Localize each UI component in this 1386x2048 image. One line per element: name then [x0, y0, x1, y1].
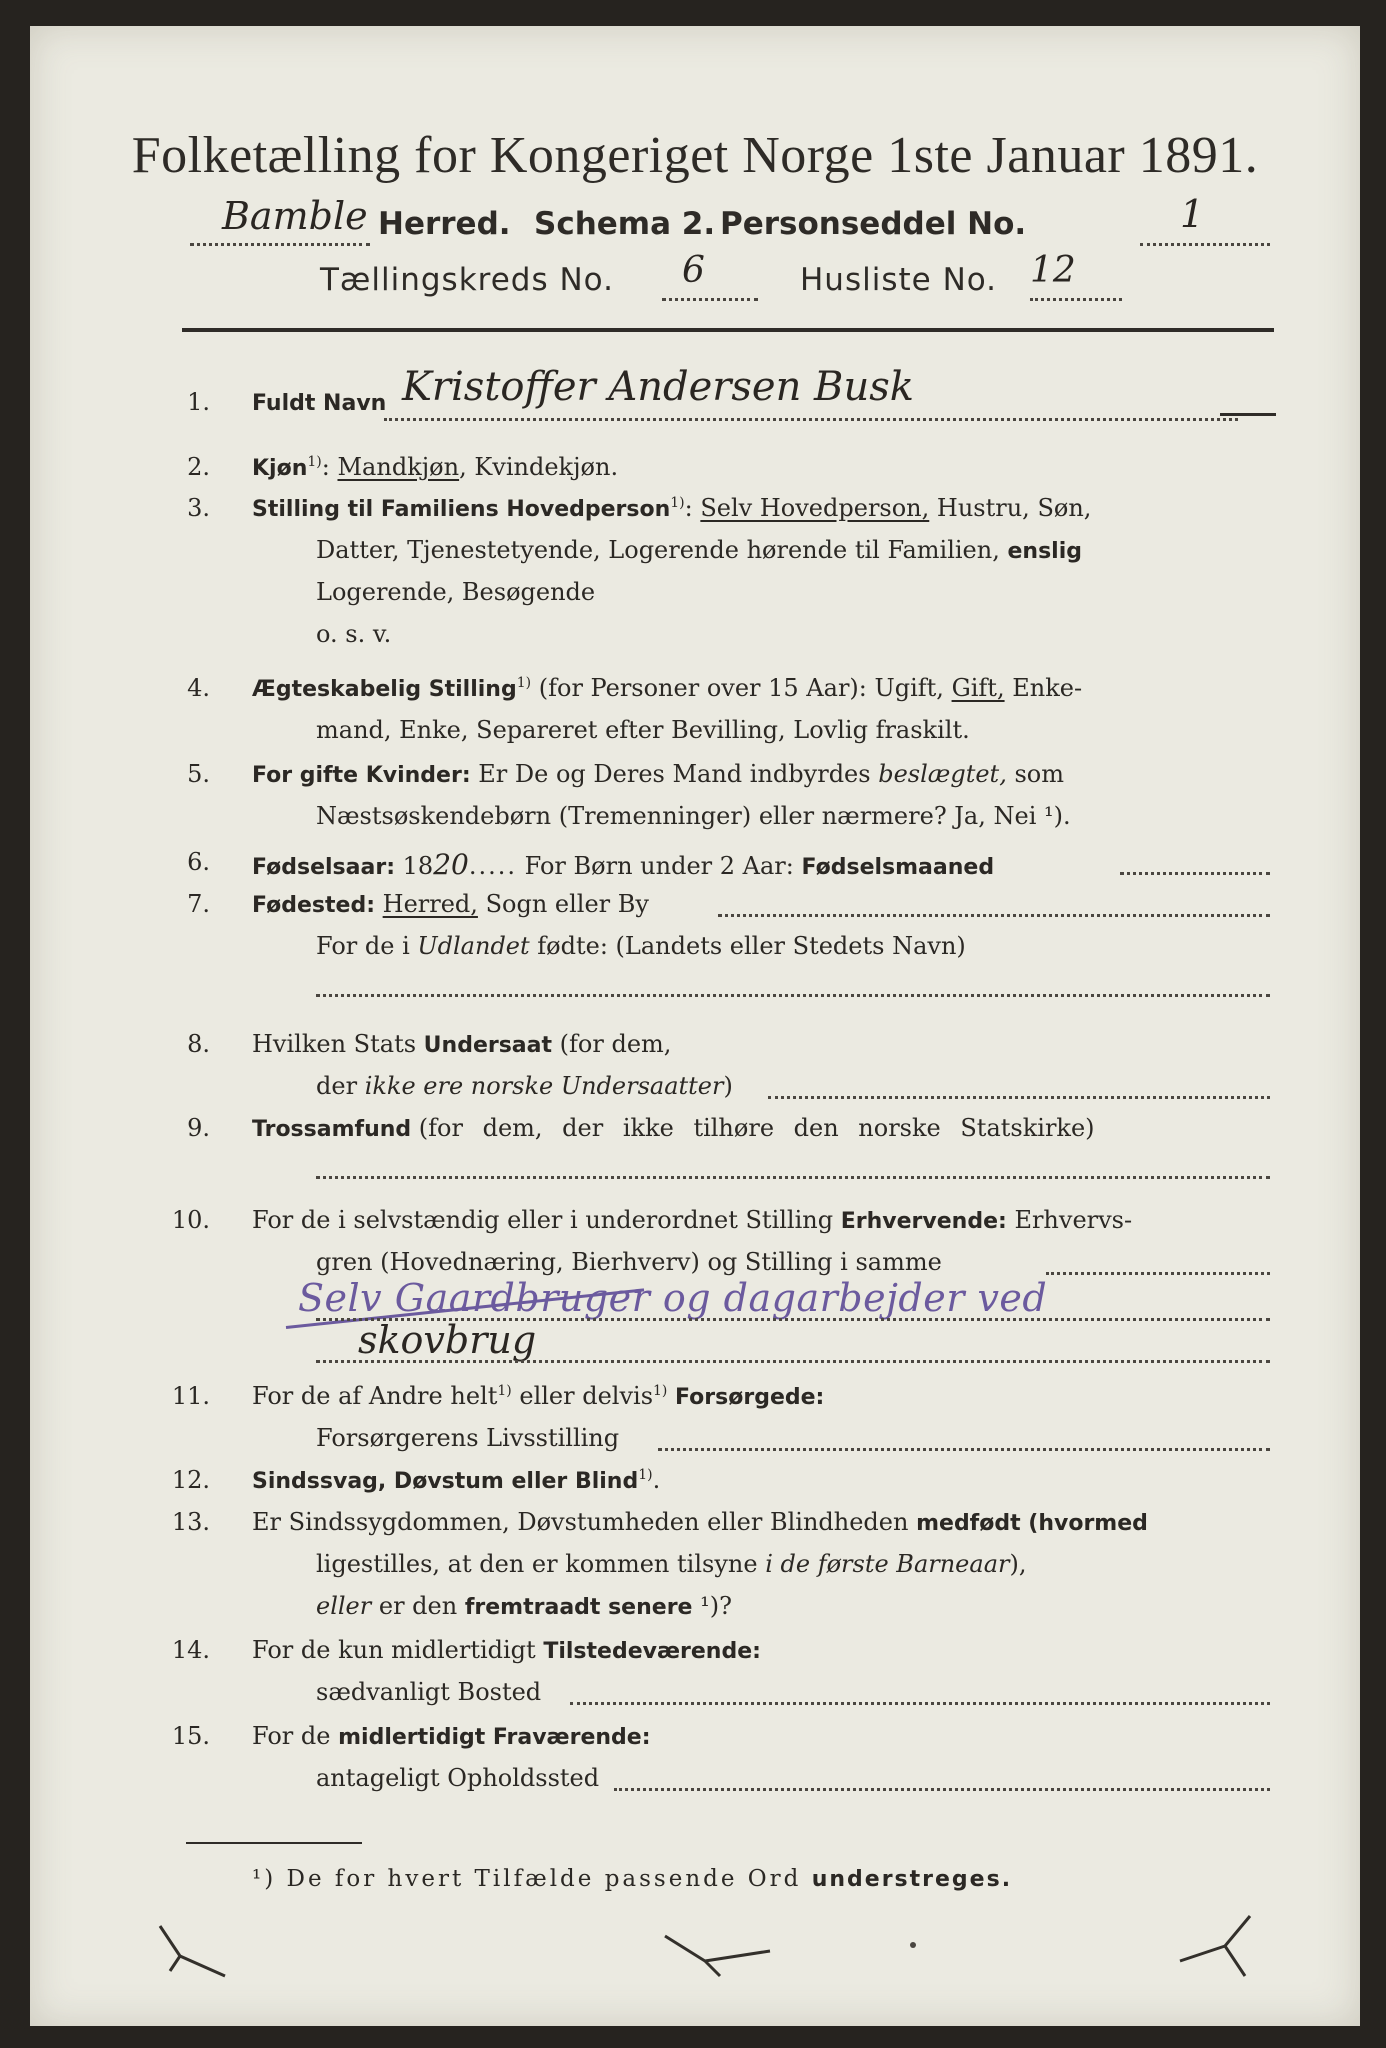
item-4-number: 4. [187, 674, 210, 702]
item-13-line-2 [316, 1550, 1026, 1578]
item-3-line-4: o. s. v. [316, 620, 392, 648]
item-11-label: Forsørgede: [675, 1385, 825, 1410]
item-3-label: Stilling til Familiens Hovedperson [252, 497, 671, 522]
item-4-line-1 [252, 674, 1082, 702]
item-9-line-1 [252, 1114, 1095, 1142]
personseddel-dotted-line [1140, 233, 1270, 246]
item-7-number: 7. [187, 890, 210, 918]
item-15-line-2: antageligt Opholdssted [316, 1764, 600, 1792]
item-1-end-line [1220, 413, 1276, 416]
corner-mark-left-icon [150, 1916, 240, 1986]
item-15-line-1 [252, 1722, 651, 1750]
item-5-line-1-italic: beslægtet, [878, 760, 1007, 788]
item-7-line-2-italic: Udlandet [417, 932, 530, 960]
herred-value[interactable]: Bamble [222, 194, 368, 238]
corner-mark-center-icon [660, 1926, 780, 1986]
item-6-dotted-line [1120, 868, 1270, 875]
item-3-line-2 [316, 536, 1082, 564]
item-8-line-2-text: der [316, 1072, 358, 1100]
item-14-label: Tilstedeværende: [543, 1639, 761, 1664]
item-10-line-1-text: For de i selvstændig eller i underordnet Stilling [252, 1206, 834, 1234]
item-12-number: 12. [171, 1466, 210, 1494]
item-14-line-2: sædvanligt Bosted [316, 1678, 542, 1706]
item-14-line-1 [252, 1636, 761, 1664]
item-3-line-3: Logerende, Besøgende [316, 578, 596, 606]
item-7-line-1 [252, 890, 649, 918]
item-4-selected-option[interactable]: Gift, [951, 674, 1005, 702]
item-5-line-1-end: som [1014, 760, 1064, 788]
item-3-number: 3. [187, 494, 210, 522]
item-13-line-3-end: ¹)? [700, 1592, 732, 1620]
item-6-row: Fødselsaar: 1820..... For Børn under 2 Aar: Fødselsmaaned [252, 848, 995, 881]
item-2-row [252, 453, 618, 481]
header-divider [182, 328, 1274, 332]
item-8-line-2-end: ) [723, 1072, 733, 1100]
item-8-number: 8. [187, 1030, 210, 1058]
schema-label: Schema 2. [534, 206, 716, 242]
item-13-line-3-bold: fremtraadt senere [464, 1595, 693, 1620]
item-2-label: Kjøn [252, 456, 308, 481]
footnote-rule [186, 1842, 362, 1844]
item-3-line-1-rest: Hustru, Søn, [936, 494, 1092, 522]
item-12-end: . [652, 1466, 661, 1494]
husliste-value[interactable]: 12 [1030, 250, 1076, 291]
item-1-number: 1. [187, 388, 210, 416]
item-8-dotted-line [768, 1092, 1270, 1099]
item-1-row [252, 388, 386, 416]
item-6-year-value[interactable]: 20 [433, 848, 469, 881]
item-13-line-1-end: (hvormed [1028, 1511, 1148, 1536]
item-14-dotted-line [570, 1698, 1270, 1705]
footnote-text: De for hvert Tilfælde passende Ord [286, 1866, 802, 1892]
item-8-line-1 [252, 1030, 671, 1058]
item-9-dotted-line [316, 1172, 1270, 1179]
item-13-label: medfødt [916, 1511, 1021, 1536]
corner-mark-right-icon [1170, 1906, 1260, 1986]
item-12-row [252, 1466, 660, 1494]
item-9-number: 9. [187, 1114, 210, 1142]
item-3-line-2-bold: enslig [1007, 539, 1083, 564]
item-10-line-2: gren (Hovednæring, Bierhverv) og Stilling i samme [316, 1248, 942, 1276]
item-6-year-prefix: 18 [402, 852, 434, 880]
item-11-dotted-line [658, 1444, 1270, 1451]
item-7-dotted-line-2 [316, 990, 1270, 997]
ink-dot [910, 1942, 916, 1948]
item-10-line-1-end: Erhvervs- [1014, 1206, 1133, 1234]
census-form-sheet [30, 26, 1360, 2026]
item-10-number: 10. [171, 1206, 210, 1234]
item-13-line-2-text: ligestilles, at den er kommen tilsyne [316, 1550, 758, 1578]
item-7-line-2-text: For de i [316, 932, 410, 960]
item-9-line-1-text: (for dem, der ikke tilhøre den norske Statskirke) [418, 1114, 1095, 1142]
item-2-selected-option[interactable]: Mandkjøn [337, 453, 460, 481]
item-14-number: 14. [171, 1636, 210, 1664]
item-11-line-2: Forsørgerens Livsstilling [316, 1424, 620, 1452]
item-7-selected-option[interactable]: Herred, [382, 890, 478, 918]
item-4-label: Ægteskabelig Stilling [252, 677, 517, 702]
item-15-number: 15. [171, 1722, 210, 1750]
item-13-line-1 [252, 1508, 1148, 1536]
item-11-footnote-mark-2: 1) [653, 1383, 668, 1399]
item-10-handwritten-line-1[interactable]: Selv Gaardbruger og dagarbejder ved [298, 1276, 1048, 1320]
item-8-label: Undersaat [423, 1033, 553, 1058]
item-10-dotted-line-1 [1046, 1268, 1270, 1275]
item-15-dotted-line [614, 1784, 1270, 1791]
item-13-line-3 [316, 1592, 732, 1620]
footnote-mark: ¹) [252, 1866, 277, 1892]
item-2-separator: , [459, 453, 467, 481]
item-13-line-2-end: ), [1009, 1550, 1027, 1578]
item-4-line-1-end: Enke- [1012, 674, 1083, 702]
item-5-label: For gifte Kvinder: [252, 763, 471, 788]
item-8-line-1-text: Hvilken Stats [252, 1030, 417, 1058]
item-13-line-1-text: Er Sindssygdommen, Døvstumheden eller Blindheden [252, 1508, 909, 1536]
tellingskreds-dotted-line [662, 288, 758, 301]
item-6-label: Fødselsaar: [252, 855, 395, 880]
item-7-line-2 [316, 932, 966, 960]
item-3-line-2-text: Datter, Tjenestetyende, Logerende hørende til Familien, [316, 536, 1000, 564]
item-5-line-2: Næstsøskendebørn (Tremenninger) eller nærmere? Ja, Nei ¹). [316, 802, 1071, 830]
item-1-dotted-line [384, 412, 1238, 421]
item-9-label: Trossamfund [252, 1117, 412, 1142]
item-4-footnote-mark: 1) [516, 675, 532, 691]
item-13-line-2-italic: i de første Barneaar [765, 1550, 1010, 1578]
item-3-footnote-mark: 1) [670, 495, 685, 511]
item-11-line-1 [252, 1382, 824, 1410]
item-1-label: Fuldt Navn [252, 391, 387, 416]
item-7-line-2-end: fødte: (Landets eller Stedets Navn) [537, 932, 966, 960]
personseddel-label: Personseddel No. [720, 206, 1027, 242]
item-13-number: 13. [171, 1508, 210, 1536]
item-5-line-1-text: Er De og Deres Mand indbyrdes [478, 760, 871, 788]
item-4-line-2: mand, Enke, Separeret efter Bevilling, Lovlig fraskilt. [316, 716, 970, 744]
item-7-label: Fødested: [252, 893, 375, 918]
personseddel-value[interactable]: 1 [1180, 192, 1205, 236]
item-6-middle-text: For Børn under 2 Aar: [524, 852, 794, 880]
item-2-option-2[interactable]: Kvindekjøn. [474, 453, 619, 481]
item-11-line-1-text: For de af Andre helt [252, 1382, 498, 1410]
item-8-line-2 [316, 1072, 733, 1100]
item-7-dotted-line-1 [718, 910, 1270, 917]
item-15-label: midlertidigt Fraværende: [338, 1725, 651, 1750]
item-5-line-1 [252, 760, 1064, 788]
item-12-footnote-mark: 1) [638, 1467, 653, 1483]
tellingskreds-label: Tællingskreds No. [320, 262, 614, 298]
item-2-number: 2. [187, 453, 210, 481]
item-3-line-1 [252, 494, 1091, 522]
herred-label: Herred. [378, 206, 511, 242]
item-5-number: 5. [187, 760, 210, 788]
item-6-label-2: Fødselsmaaned [801, 855, 995, 880]
item-10-line-1 [252, 1206, 1132, 1234]
item-10-dotted-line-3 [316, 1356, 1270, 1363]
item-2-footnote-mark: 1) [307, 454, 322, 470]
item-3-selected-option[interactable]: Selv Hovedperson, [700, 494, 930, 522]
item-8-line-1-end: (for dem, [559, 1030, 672, 1058]
item-14-line-1-text: For de kun midlertidigt [252, 1636, 536, 1664]
item-10-handwritten-line-2[interactable]: skovbrug [358, 1318, 537, 1362]
item-15-line-1-text: For de [252, 1722, 331, 1750]
item-2-colon: : [321, 453, 330, 481]
footnote-bold-text: understreges. [811, 1867, 1013, 1892]
item-10-label: Erhvervende: [840, 1209, 1007, 1234]
tellingskreds-value[interactable]: 6 [682, 250, 705, 291]
item-12-label: Sindssvag, Døvstum eller Blind [252, 1469, 639, 1494]
item-3-colon: : [684, 494, 693, 522]
husliste-label: Husliste No. [800, 262, 998, 298]
footnote [252, 1866, 1012, 1892]
form-title: Folketælling for Kongeriget Norge 1ste Januar 1891. [131, 127, 1259, 184]
item-1-value[interactable]: Kristoffer Andersen Busk [402, 364, 914, 410]
item-6-number: 6. [187, 848, 210, 876]
item-4-line-1-text: (for Personer over 15 Aar): Ugift, [538, 674, 944, 702]
item-7-line-1-rest: Sogn eller By [485, 890, 649, 918]
item-13-line-3-italic: eller [316, 1592, 372, 1620]
item-11-footnote-mark-1: 1) [497, 1383, 512, 1399]
item-11-number: 11. [171, 1382, 210, 1410]
item-11-line-1-middle: eller delvis [519, 1382, 654, 1410]
item-8-line-2-italic: ikke ere norske Undersaatter [364, 1072, 724, 1100]
item-13-line-3-text: er den [378, 1592, 458, 1620]
